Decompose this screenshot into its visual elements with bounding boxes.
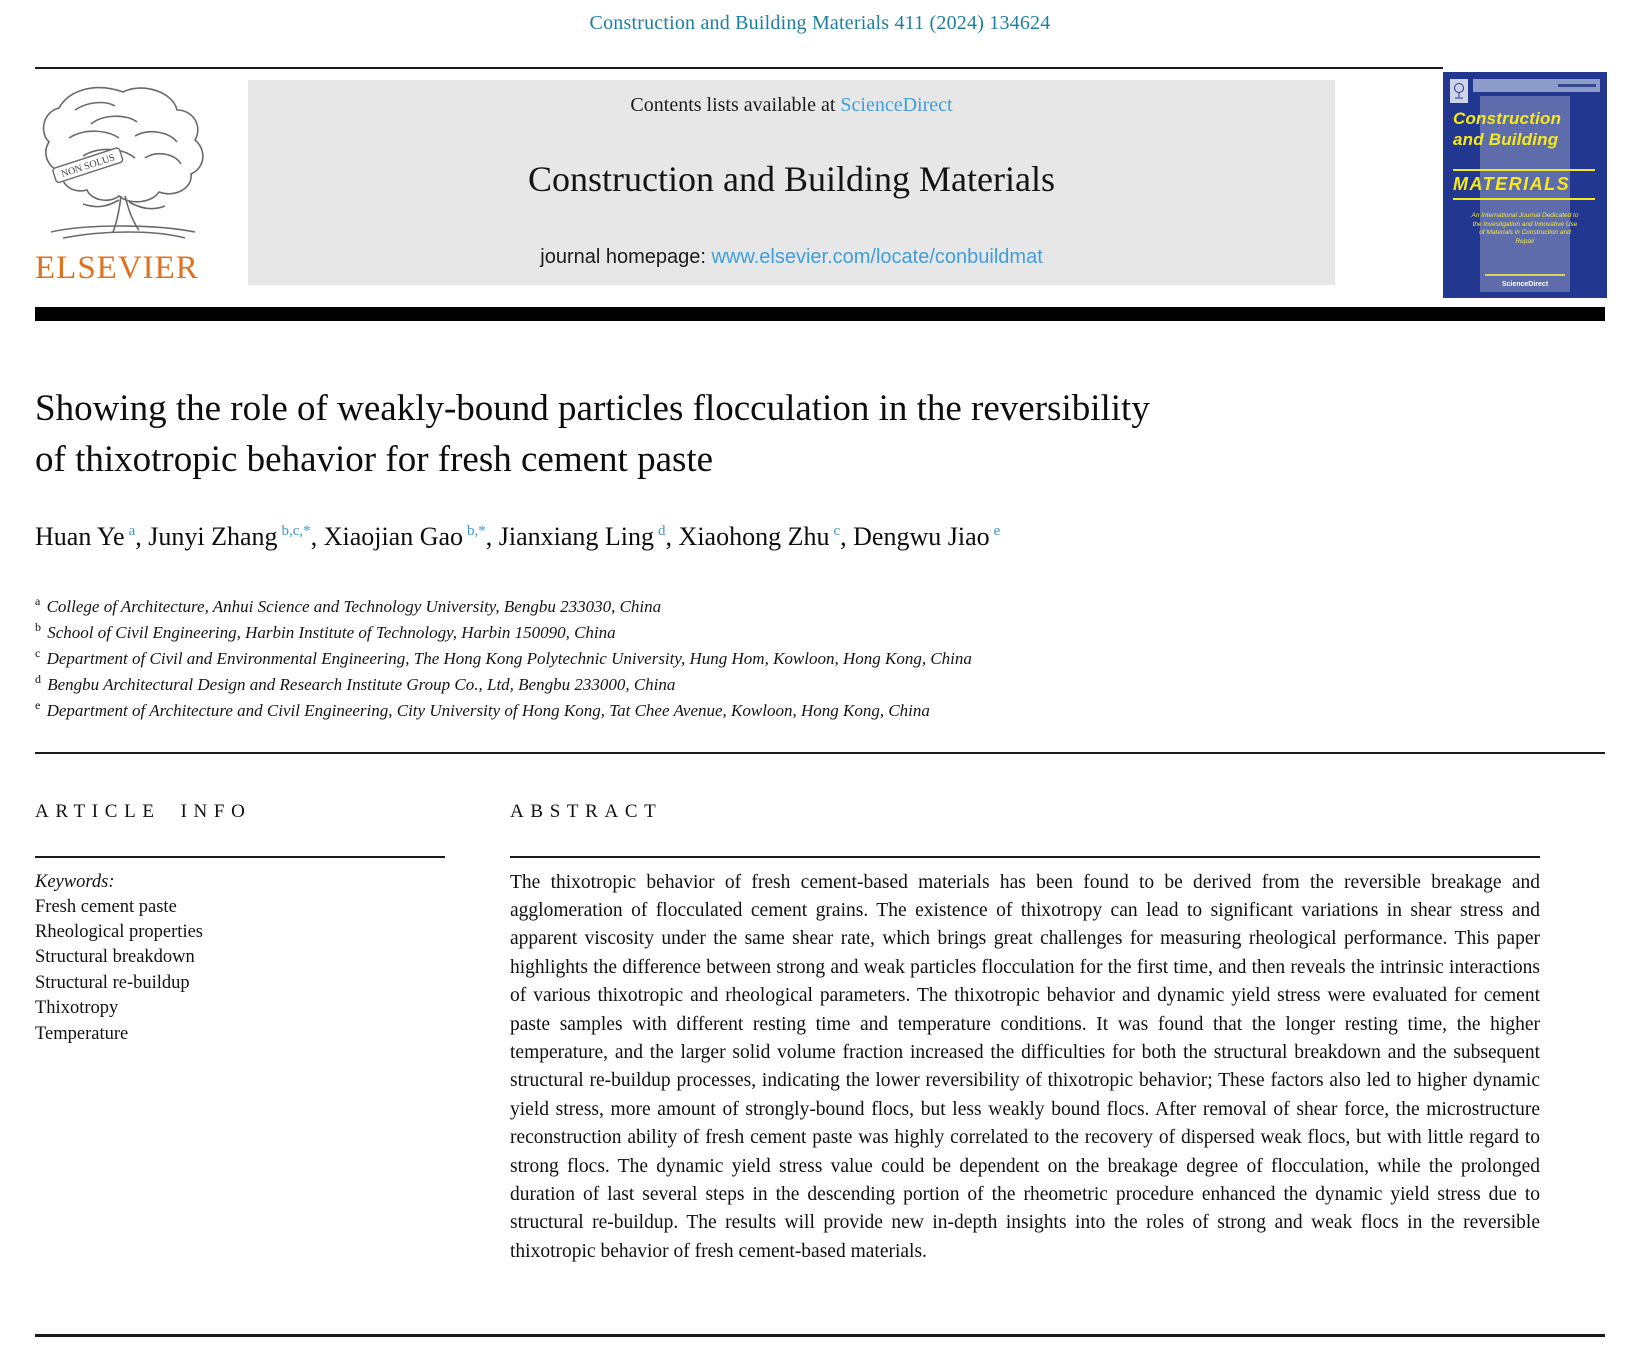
page-bottom-divider (35, 1334, 1605, 1337)
article-info-heading: ARTICLE INFO (35, 801, 252, 822)
elsevier-tree-mini-icon (1450, 79, 1468, 103)
affiliation-line: $^b$ School of Civil Engineering, Harbin Institute of Technology, Harbin 150090, China (35, 620, 616, 642)
article-title-line2: of thixotropic behavior for fresh cement paste (35, 439, 714, 480)
cover-subtitle: An International Journal Dedicated to the Investigation and Innovative Use of Materials in Construction and Repair (1471, 212, 1579, 245)
cover-sciencedirect-label: ScienceDirect (1501, 281, 1549, 288)
author-name: Xiaohong Zhu (678, 522, 830, 551)
homepage-line (248, 246, 1335, 269)
keyword-item: Structural re-buildup (35, 972, 190, 993)
author-affiliation-superscript: e (993, 523, 1001, 540)
cover-rule-top (1453, 169, 1595, 171)
affiliation-line: $^e$ Department of Architecture and Civil Engineering, City University of Hong Kong, Tat Chee Avenue, Kowloon, Hong Kong, China (35, 698, 930, 720)
keyword-item: Fresh cement paste (35, 896, 177, 917)
article-info-rule (35, 856, 445, 858)
elsevier-tree-icon (35, 80, 210, 248)
cover-title-materials: MATERIALS (1453, 174, 1571, 194)
journal-homepage-link[interactable]: www.elsevier.com/locate/conbuildmat (711, 246, 1043, 268)
article-title-line1: Showing the role of weakly-bound particles flocculation in the reversibility (35, 388, 1150, 429)
cover-issn-strip (1473, 79, 1600, 92)
homepage-prefix: journal homepage: (540, 246, 712, 268)
author-affiliation-superscript: b,* (467, 523, 486, 540)
author-name: Huan Ye (35, 522, 125, 551)
journal-banner (248, 80, 1335, 285)
cover-issn-placeholder (1558, 84, 1596, 87)
affiliation-line: $^a$ College of Architecture, Anhui Science and Technology University, Bengbu 233030, China (35, 594, 662, 616)
keyword-item: Rheological properties (35, 922, 203, 942)
author-affiliation-superscript: b,c,* (281, 523, 311, 540)
abstract-rule (510, 856, 1540, 858)
abstract-heading: ABSTRACT (510, 801, 663, 822)
author-name: Junyi Zhang (148, 522, 278, 551)
abstract-text: The thixotropic behavior of fresh cement-based materials has been found to be derived from the reversible breakage and agglomeration of flocculated cement grains. The existence of thixotropy can lead to significant variations in shear stress and apparent viscosity under the same shear rate, which brings great challenges for measuring rheological performance. This paper highlights the difference between strong and weak particles flocculation for the first time, and then reveals the intrinsic interactions of various thixotropic and rheological parameters. The thixotropic behavior and dynamic yield stress were evaluated for cement paste samples with different resting time and temperature conditions. It was found that the longer resting time, the higher temperature, and the larger solid volume fraction increased the difficulties for both the structural breakdown and the subsequent structural re-buildup processes, indicating the lower reversibility of thixotropic behavior; These factors also led to higher dynamic yield stress, more amount of strongly-bound flocs, but less weakly bound flocs. After removal of shear force, the microstructure reconstruction ability of fresh cement paste was highly correlated to the recovery of dispersed weak flocs, but with little regard to strong flocs. The dynamic yield stress value could be dependent on the breakage degree of flocculation, while the prolonged duration of last several steps in the descending portion of the rheometric procedure enhanced the dynamic yield stress due to structural re-buildup. The results will provide new in-depth insights into the roles of strong and weak flocs in the reversible thixotropic behavior of fresh cement-based materials. (510, 871, 1540, 1262)
keyword-item: Temperature (35, 1023, 129, 1044)
contents-prefix: Contents lists available at (630, 94, 841, 116)
author-name: Jianxiang Ling (498, 522, 655, 551)
elsevier-motto-text: NON SOLUS (59, 152, 117, 181)
keywords-label: Keywords: (35, 871, 115, 892)
header-top-divider (35, 67, 1443, 69)
elsevier-wordmark: ELSEVIER (35, 250, 199, 286)
article-title (35, 383, 1455, 485)
cover-footer-divider (1485, 274, 1565, 276)
author-name: Dengwu Jiao (853, 522, 990, 551)
affiliation-line: $^c$ Department of Civil and Environmental Engineering, The Hong Kong Polytechnic University, Hung Hom, Kowloon, Hong Kong, China (35, 646, 972, 668)
author-affiliation-superscript: a (128, 523, 136, 540)
elsevier-logo (35, 80, 210, 288)
article-info-section (35, 801, 445, 1047)
keyword-item: Structural breakdown (35, 947, 195, 968)
abstract-section (510, 801, 1540, 1266)
affiliation-line: $^d$ Bengbu Architectural Design and Research Institute Group Co., Ltd, Bengbu 233000, China (35, 672, 676, 694)
cover-rule-bottom (1453, 198, 1595, 200)
author-affiliation-superscript: c (833, 523, 841, 540)
cover-title: Construction and Building (1453, 109, 1562, 149)
keyword-item: Thixotropy (35, 998, 119, 1019)
contents-line (248, 94, 1335, 117)
header-black-bar (35, 307, 1605, 321)
author-affiliation-superscript: d (658, 523, 666, 540)
keyword-list (35, 895, 445, 1047)
affiliation-list (35, 594, 1505, 724)
author-name: Xiaojian Gao (323, 522, 464, 551)
journal-citation-link[interactable]: Construction and Building Materials 411 (2024) 134624 (589, 12, 1051, 34)
author-list: Huan Ye $^a$, Junyi Zhang $^{b,c,*}$, Xiaojian Gao $^{b,*}$, Jianxiang Ling $^d$, Xiaohong Zhu $^c$, Dengwu Jiao $^e$ (35, 522, 1001, 551)
sciencedirect-link[interactable]: ScienceDirect (840, 94, 953, 116)
journal-title: Construction and Building Materials (528, 159, 1055, 199)
journal-cover-thumbnail[interactable] (1443, 72, 1607, 298)
section-divider (35, 752, 1605, 754)
